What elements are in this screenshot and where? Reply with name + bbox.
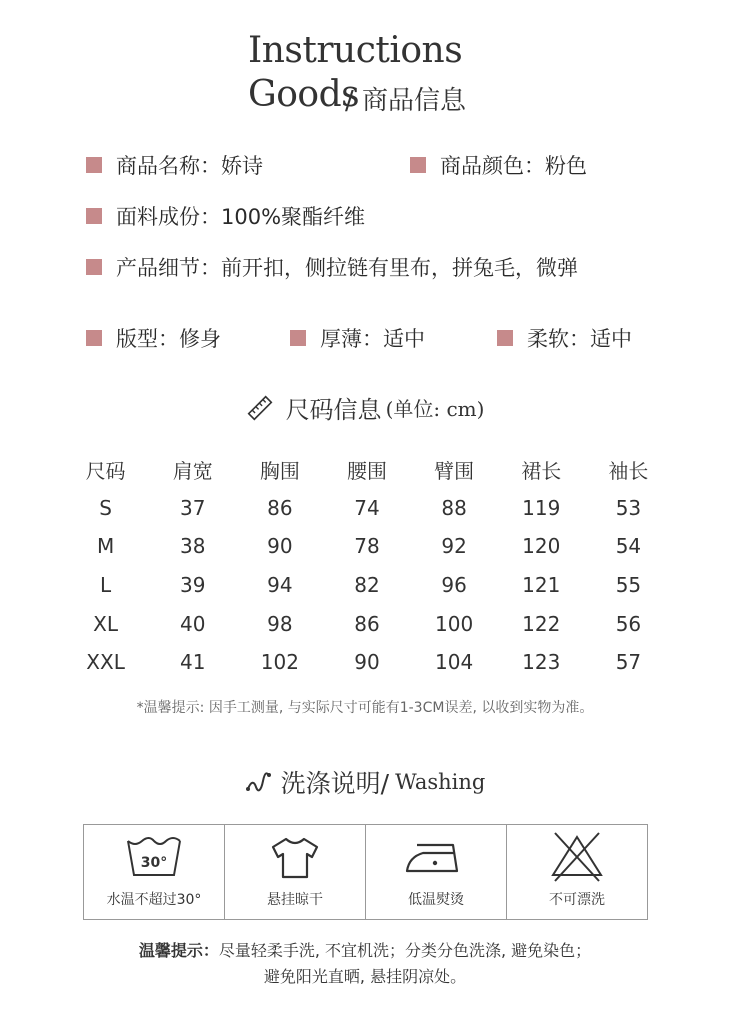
table-cell: M (96, 534, 115, 559)
washing-title-en: Washing (395, 770, 486, 794)
tips-line-2: 避免阳光直晒, 悬挂阴凉处。 (263, 967, 467, 986)
table-cell: 90 (267, 534, 293, 559)
wash-temp-text: 30° (140, 855, 168, 871)
washing-heading (0, 764, 730, 800)
wash-30-icon (124, 835, 184, 881)
tips-line-1 (0, 938, 730, 964)
table-cell: 92 (441, 534, 467, 559)
bullet-square (497, 330, 513, 346)
table-cell: 104 (435, 650, 474, 675)
info-fit-text: 版型：修身 (116, 327, 221, 351)
care-item-iron (366, 825, 507, 919)
table-header-cell: 胸围 (259, 458, 300, 483)
table-cell: 98 (267, 611, 293, 636)
table-cell: 88 (441, 495, 467, 520)
table-row (62, 489, 672, 528)
table-cell: 39 (179, 573, 206, 598)
info-thickness (290, 323, 425, 353)
info-softness (497, 323, 632, 353)
table-cell: 86 (354, 611, 380, 636)
info-fit (86, 323, 221, 353)
table-cell: 121 (522, 573, 561, 598)
table-cell: 96 (441, 573, 467, 598)
title-goods: Goods (248, 74, 360, 115)
table-cell: 78 (354, 534, 380, 559)
info-name (86, 150, 263, 180)
info-details (86, 252, 578, 282)
bullet-square (86, 157, 102, 173)
care-label: 不可漂洗 (549, 892, 605, 908)
no-bleach-icon (547, 831, 607, 883)
washing-care-grid (83, 824, 648, 920)
size-unit: (单位: cm) (385, 397, 485, 421)
tips-label: 温馨提示： (138, 941, 219, 960)
care-label: 水温不超过30° (106, 892, 202, 908)
washing-tips (0, 938, 730, 990)
table-cell: L (99, 573, 112, 598)
table-cell: 38 (179, 534, 206, 559)
table-header-cell: 腰围 (346, 458, 387, 483)
table-cell: 41 (179, 650, 206, 675)
table-cell: 40 (179, 611, 206, 636)
table-header-row (62, 450, 672, 489)
iron-low-icon (403, 835, 469, 881)
table-cell: 119 (522, 495, 561, 520)
info-thickness-text: 厚薄：适中 (320, 327, 425, 351)
bullet-square (290, 330, 306, 346)
table-cell: 94 (267, 573, 293, 598)
table-cell: XL (93, 611, 118, 636)
table-cell: 90 (354, 650, 380, 675)
table-cell: 82 (354, 573, 380, 598)
bullet-square (410, 157, 426, 173)
info-softness-text: 柔软：适中 (527, 327, 632, 351)
table-cell: 57 (615, 650, 642, 675)
size-heading (0, 390, 730, 425)
care-item-wash (84, 825, 225, 919)
bullet-square (86, 208, 102, 224)
care-item-bleach (507, 825, 647, 919)
info-name-text: 商品名称：娇诗 (116, 154, 263, 178)
table-cell: 123 (522, 650, 561, 675)
care-item-hang (225, 825, 366, 919)
table-cell: 86 (267, 495, 293, 520)
table-cell: 122 (522, 611, 561, 636)
table-header-cell: 臂围 (434, 458, 475, 483)
table-header-cell: 尺码 (85, 458, 126, 483)
table-cell: 55 (615, 573, 642, 598)
table-row (62, 566, 672, 605)
info-fabric-text: 面料成份：100%聚酯纤维 (116, 205, 366, 229)
tips-text-1: 尽量轻柔手洗, 不宜机洗；分类分色洗涤, 避免染色； (218, 941, 592, 960)
table-row (62, 643, 672, 682)
table-cell: XXL (86, 650, 125, 675)
table-cell: 54 (615, 534, 642, 559)
size-table (62, 450, 672, 682)
care-label: 低温熨烫 (408, 892, 464, 908)
care-label: 悬挂晾干 (267, 892, 323, 908)
washing-title: 洗涤说明/ (280, 769, 390, 798)
table-cell: 74 (354, 495, 380, 520)
title-instructions: Instructions (248, 30, 463, 71)
size-title: 尺码信息 (285, 396, 382, 424)
table-header-cell: 肩宽 (172, 458, 213, 483)
table-cell: S (99, 495, 112, 520)
size-note: *温馨提示: 因手工测量, 与实际尺寸可能有1-3CM误差, 以收到实物为准。 (136, 700, 594, 716)
table-cell: 56 (615, 611, 642, 636)
title-goods-cn: / 商品信息 (345, 86, 467, 116)
table-header-cell: 裙长 (521, 458, 562, 483)
table-cell: 120 (522, 534, 561, 559)
info-fabric (86, 201, 365, 231)
table-cell: 102 (260, 650, 299, 675)
bullet-square (86, 259, 102, 275)
bullet-square (86, 330, 102, 346)
squiggle-icon (245, 769, 271, 795)
table-header-cell: 袖长 (608, 458, 649, 483)
info-color (410, 150, 587, 180)
table-cell: 37 (179, 495, 206, 520)
info-details-text: 产品细节：前开扣，侧拉链有里布，拼兔毛，微弹 (116, 256, 578, 280)
hang-dry-icon (265, 835, 325, 881)
table-cell: 100 (435, 611, 474, 636)
table-cell: 53 (615, 495, 642, 520)
table-row (62, 527, 672, 566)
info-color-text: 商品颜色：粉色 (440, 154, 587, 178)
ruler-icon (246, 394, 274, 422)
table-row (62, 604, 672, 643)
